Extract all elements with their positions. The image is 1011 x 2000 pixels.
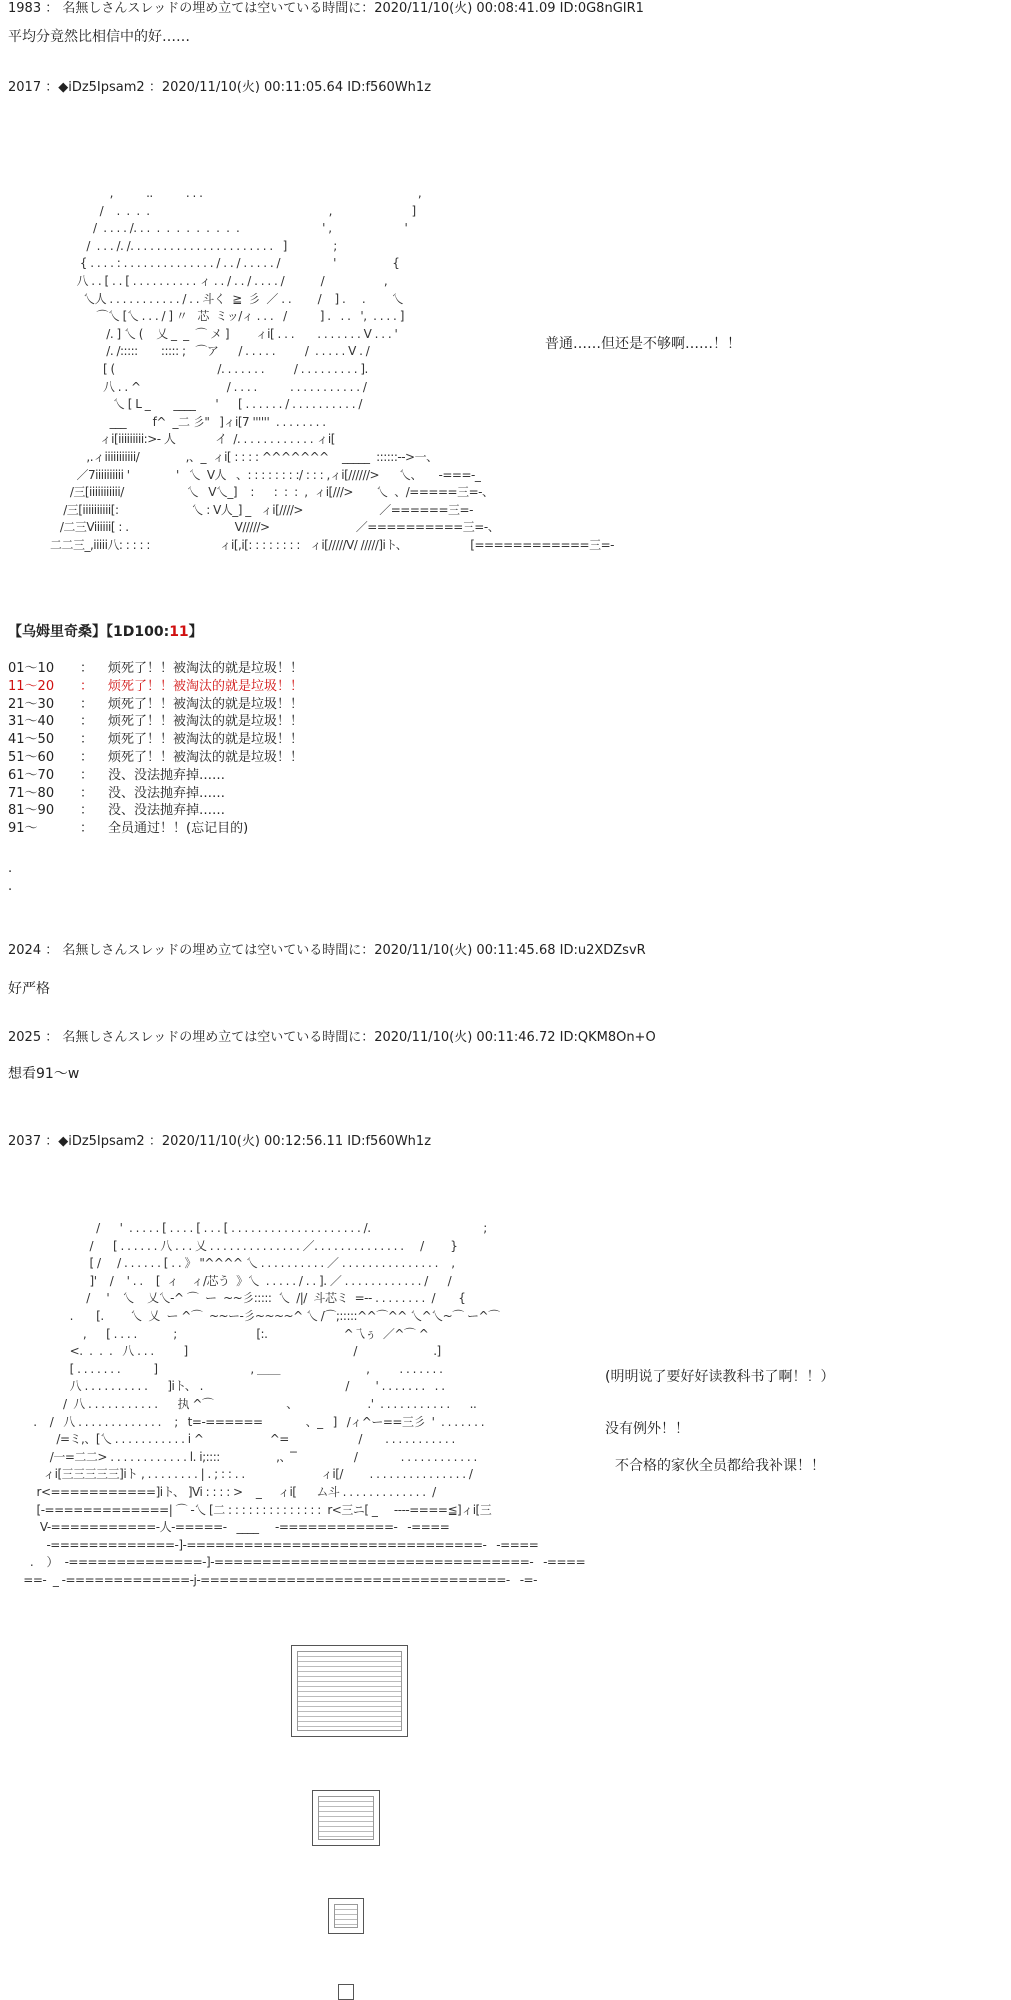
outcome-text: 烦死了！！被淘汰的就是垃圾！！ <box>108 750 304 765</box>
outcome-separator: ： <box>80 821 94 837</box>
outcome-text: 没、没法抛弃掉…… <box>108 785 226 801</box>
outcome-separator: ： <box>80 678 94 694</box>
outcome-separator: ： <box>80 661 94 676</box>
speech-art2-line1: (明明说了要好好读教科书了啊！！） <box>605 1369 835 1385</box>
outcome-range: 41～50 <box>8 732 55 748</box>
outcome-row <box>8 713 303 731</box>
outcome-text: 全员通过！！(忘记目的) <box>108 821 249 837</box>
box-small-fill <box>334 1904 358 1928</box>
ascii-art-umbridge-2: / ' . . . . . [ . . . . [ . . . [ . . . . . . . . . . . . . . . . . . . . /. ; / [ . . . . . . 八 . . . 乂 . . . . . . . . . . . . . . ／. . . . . . . . . . . . . . / } [ / / . . . . . . [ . . 》 "^^^^ 乀 . . . . . . . . . . ／ . . . . . . . . . . . . . . . , ]' / ' . . [ ィ ィ/芯う 》乀 . . . . . / . . ]. ／ . . . . . . . . . . . . / / / ' 乀 乂乀-^ ⌒ ー ~~彡::::: 乀 /|/ 斗芯ミ =-- . . . . . . . . / { . [. 乀 乂 ー ^⌒ ~~ー-彡~~~~^ 乀 /⌒;:::::^^⌒^^ 乀^乀~⌒ ー^⌒ , [ . . . . ; [:. ^乁ぅ ／^⌒ ^ <. . . . 八 . . . ] / .] [ . . . . . . . ] , ＿＿ , . . . . . . . 八 . . . . . . . . . . ]iト、 . / ' . . . . . . . . . / 八 . . . . . . . . . . . 执 ^⌒ 、 .' . . . . . . . . . . . .. . / 八 . . . . . . . . . . . . . ; t=-====== 、_ ] /ィ^ー==三彡 ' . . . . . . . /=ミ,、[乀 . . . . . . . . . . . i ^ ^= / . . . . . . . . . . . /一=二二> . . . . . . . . . . . . l. i;:::: ,、 ̄ ̄ / . . . . . . . . . . . . ィi[三三三三三]iト , . . . . . . . . | . ; : : . . ィi[/ . . . . . . . . . . . . . . . / r<===========]iト、 ]Vi : : : : > _ ィi[ ム斗 . . . . . . . . . . . . . / [-=============| ⌒ -乀 [二 : : : : : : : : : : : : : : r<三ニ[ _ ----====≦]ィi[三 V-===========-人-=====- ____ -============- -==== -=============-]-===============================- -==== . ） -==============-]-=================================- -==== ==- _ -=============-j-================================- -=- <box>23 1221 586 1587</box>
outcome-row <box>8 731 303 749</box>
outcome-text: 烦死了！！被淘汰的就是垃圾！！ <box>108 714 304 730</box>
post-body-1983: 平均分竟然比相信中的好…… <box>8 29 190 45</box>
outcome-separator: ： <box>80 732 94 748</box>
post-header-2025: 2025 ： 名無しさんスレッドの埋め立ては空いている時間に：2020/11/10(火) 00:11:46.72 ID:QKM8On+O <box>8 1030 656 1045</box>
dice-value: 11 <box>169 624 189 640</box>
outcome-text: 没、没法抛弃掉…… <box>108 803 226 819</box>
ascii-art-umbridge-1: , .. . . . , / . . . . , ] / . . . . /. . . . . . . . . . . . ' , ' / . . . /. /. . . . . . . . . . . . . . . . . . . . . . ] ; { . . . . : . . . . . . . . . . . . . . / . . / . . . . . / ' { 八 . . [ . . [ . . . . . . . . . . ィ . . / . . / . . . . / / , 乀人 . . . . . . . . . . . / . . 斗く ≧ 彡 ／ . . / ] . . 乀 ⌒乀 [乀 . . . / ] 〃 芯 ミッ/ィ . . . / ] . . . ', . . . . ] /. ] 乀 ( 乂 _ _ ⌒ メ ] ィi[ . . . . . . . . . . V . . . ' /. /::::: ::::: ; ⌒ア / . . . . . / . . . . . V . / [ ( /. . . . . . . / . . . . . . . . . ]. 八 . . ^ / . . . . . . . . . . . . . . . / 乀 [ L _ ____ ' [ . . . . . . / . . . . . . . . . . / ___ f^ _二 彡" ]ィi[7 '''''' . . . . . . . . ィi[iiiiiiiii:>- 人 イ /. . . . . . . . . . . . ィi[ ,.ィiiiiiiiiiii/ ,、_ ィi[ : : : : ^^^^^^^ _____ ::::::-->一、 ／7iiiiiiiiii ' ' 乀 V人 、: : : : : : : :/ : : : ,ィi[//////> 乀、 -===-_ /三[iiiiiiiiiii/ 乀 V乀_] : : : : , ィi[///> 乀 、/=====三=-、 /三[iiiiiiiiii[: 乀 : V人_] _ ィi[////> ／======三=- /二三Viiiiii[ : . V/////> ／==========三=-、 二二三_,iiiii八: : : : : ィi[,i[: : : : : : : : ィi[/////V/ /////]iト、 [============三=- <box>49 186 614 552</box>
outcome-row <box>8 696 303 714</box>
post-body-2024: 好严格 <box>8 981 50 997</box>
post-header-2017: 2017 ：◆iDz5Ipsam2 ：2020/11/10(火) 00:11:05.64 ID:f560Wh1z <box>8 80 432 95</box>
post-header-1983: 1983 ： 名無しさんスレッドの埋め立ては空いている時間に：2020/11/10(火) 00:08:41.09 ID:0G8nGIR1 <box>8 1 644 16</box>
outcome-separator: ： <box>80 785 94 801</box>
outcome-row <box>8 678 303 696</box>
outcome-range: 81～90 <box>8 803 55 819</box>
dice-suffix: 】 <box>188 624 203 640</box>
separator-dot: . <box>8 861 13 876</box>
dice-roll <box>8 621 203 641</box>
post-body-2025: 想看91～w <box>8 1066 80 1082</box>
speech-art2-line3: 不合格的家伙全员都给我补课！！ <box>615 1458 825 1474</box>
post-header-2024: 2024 ： 名無しさんスレッドの埋め立ては空いている時間に：2020/11/10(火) 00:11:45.68 ID:u2XDZsvR <box>8 943 646 958</box>
outcome-row <box>8 802 225 820</box>
outcome-text: 烦死了！！被淘汰的就是垃圾！！ <box>108 678 304 694</box>
outcome-separator: ： <box>80 696 94 712</box>
dice-label: 【乌姆里奇桑】 <box>8 624 106 640</box>
outcome-range: 01～10 <box>8 661 55 676</box>
outcome-text: 烦死了！！被淘汰的就是垃圾！！ <box>108 696 304 712</box>
outcome-text: 烦死了！！被淘汰的就是垃圾！！ <box>108 661 304 676</box>
outcome-range: 71～80 <box>8 785 55 801</box>
outcome-range: 21～30 <box>8 696 55 712</box>
outcome-separator: ： <box>80 714 94 730</box>
outcome-row <box>8 749 303 767</box>
separator-dot: . <box>8 879 13 894</box>
outcome-range: 91～ <box>8 821 38 837</box>
outcome-row <box>8 660 303 678</box>
outcome-separator: ： <box>80 767 94 783</box>
outcome-text: 没、没法抛弃掉…… <box>108 767 226 783</box>
post-header-2037: 2037 ：◆iDz5Ipsam2 ：2020/11/10(火) 00:12:56.11 ID:f560Wh1z <box>8 1134 432 1149</box>
speech-art2-line2: 没有例外！！ <box>605 1421 689 1437</box>
outcome-separator: ： <box>80 803 94 819</box>
speech-art1: 普通……但还是不够啊……！！ <box>545 336 741 352</box>
outcome-row <box>8 785 225 803</box>
outcome-separator: ： <box>80 750 94 765</box>
outcome-row <box>8 820 248 838</box>
outcome-range: 31～40 <box>8 714 55 730</box>
outcome-range: 11～20 <box>8 678 55 694</box>
box-tiny <box>338 1984 354 2000</box>
outcome-row <box>8 767 225 785</box>
box-medium-fill <box>318 1796 374 1840</box>
outcome-range: 51～60 <box>8 750 55 765</box>
dice-prefix: 【1D100: <box>106 624 170 640</box>
outcome-range: 61～70 <box>8 767 55 783</box>
box-large-fill <box>297 1651 402 1731</box>
outcome-text: 烦死了！！被淘汰的就是垃圾！！ <box>108 732 304 748</box>
